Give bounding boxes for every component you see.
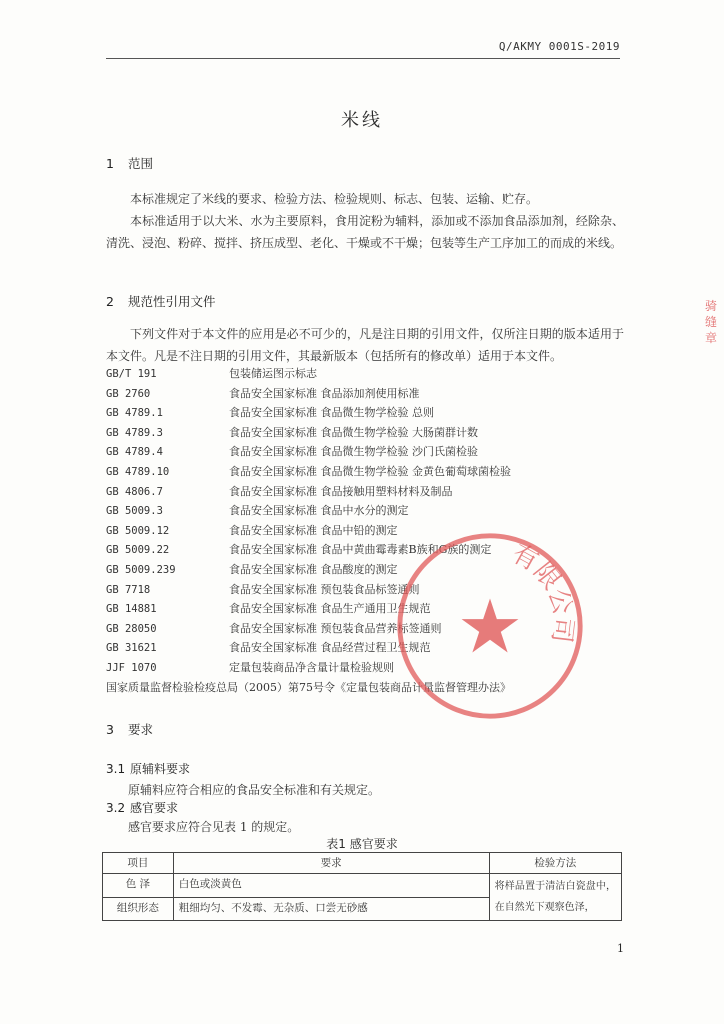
reference-row [106,423,626,443]
reference-code: GB 28050 [106,622,157,635]
table-header-cell: 要求 [173,853,489,874]
reference-title: 食品安全国家标准 食品酸度的测定 [229,562,398,576]
scope-text-2: 本标准适用于以大米、水为主要原料，食用淀粉为辅料，添加或不添加食品添加剂，经除杂、清洗、浸泡、粉碎、搅拌、挤压成型、老化、干燥或不干燥；包装等生产工序加工的而成的米线。 [106,214,624,250]
table-cell-item: 组织形态 [103,897,174,921]
subsection-title: 感官要求 [130,801,179,815]
header-rule [106,58,620,59]
seal-text-path: 有限公司 [506,538,579,645]
reference-row [106,403,626,423]
section-title: 要求 [128,722,154,737]
reference-code: GB 4789.10 [106,465,170,478]
reference-title: 食品安全国家标准 食品添加剂使用标准 [229,386,420,400]
reference-note: 国家质量监督检验检疫总局（2005）第75号令《定量包装商品计量监督管理办法》 [106,680,511,694]
document-title: 米线 [341,110,383,131]
reference-title: 食品安全国家标准 食品微生物学检验 大肠菌群计数 [229,425,478,439]
reference-title: 定量包装商品净含量计量检验规则 [229,660,394,674]
reference-code: GB 7718 [106,583,151,596]
table-header-cell: 项目 [103,853,174,874]
reference-code: GB 4789.3 [106,426,163,439]
reference-code: GB 14881 [106,603,157,616]
table-header-row [103,853,622,874]
subsection-3-2-heading [106,799,178,816]
section-2-heading [106,292,216,310]
table-cell-item: 色 泽 [103,874,174,898]
seal-star-icon [462,599,519,653]
subsection-3-1-text: 原辅料应符合相应的食品安全标准和有关规定。 [128,783,381,797]
references-intro-text: 下列文件对于本文件的应用是必不可少的，凡是注日期的引用文件，仅所注日期的版本适用于本文件。凡是不注日期的引用文件，其最新版本（包括所有的修改单）适用于本文件。 [106,327,624,363]
table-cell-requirement: 白色或淡黄色 [173,874,489,898]
table-row [103,874,622,898]
section-title: 规范性引用文件 [128,294,216,309]
table-caption: 表1 感官要求 [326,837,398,851]
reference-title: 食品安全国家标准 食品中黄曲霉毒素B族和G族的测定 [229,543,492,557]
reference-title: 食品安全国家标准 食品中铅的测定 [229,523,398,537]
section-3-heading [106,720,153,738]
table-cell-method: 将样品置于清洁白瓷盘中，在自然光下观察色泽， [489,874,621,921]
sensory-requirements-table [102,852,622,921]
reference-title: 食品安全国家标准 食品微生物学检验 金黄色葡萄球菌检验 [229,464,511,478]
reference-title: 食品安全国家标准 预包装食品标签通则 [229,582,420,596]
company-seal-stamp [392,528,588,724]
reference-row [106,482,626,502]
scope-paragraph-1 [106,188,624,210]
subsection-number: 3.1 [106,762,126,776]
subsection-3-1-heading [106,760,190,777]
scope-text-1: 本标准规定了米线的要求、检验方法、检验规则、标志、包装、运输、贮存。 [130,192,539,206]
reference-code: GB 2760 [106,387,151,400]
header-code: Q/AKMY 0001S-2019 [498,40,620,53]
reference-code: GB/T 191 [106,368,157,380]
reference-row [106,462,626,482]
reference-code: GB 5009.22 [106,544,170,557]
reference-code: GB 4789.1 [106,407,163,420]
section-number: 3 [106,722,114,737]
scope-paragraph-2 [106,210,624,254]
table-header-cell: 检验方法 [489,853,621,874]
reference-title: 食品安全国家标准 食品中水分的测定 [229,504,409,518]
page-number: 1 [617,942,624,955]
reference-title: 食品安全国家标准 食品接触用塑料材料及制品 [229,484,453,498]
reference-title: 食品安全国家标准 食品生产通用卫生规范 [229,602,431,616]
reference-title: 食品安全国家标准 食品微生物学检验 总则 [229,406,434,420]
reference-code: GB 5009.239 [106,563,176,576]
reference-title: 食品安全国家标准 预包装食品营养标签通则 [229,621,442,635]
section-1-heading [106,154,153,172]
table-cell-requirement: 粗细均匀、不发霉、无杂质、口尝无砂感 [173,897,489,921]
section-title: 范围 [128,156,154,171]
reference-title: 食品安全国家标准 食品微生物学检验 沙门氏菌检验 [229,445,478,459]
section-number: 2 [106,294,114,309]
reference-row [106,364,626,384]
reference-code: GB 4789.4 [106,446,163,459]
section-number: 1 [106,156,114,171]
subsection-number: 3.2 [106,801,126,815]
reference-title: 包装储运图示标志 [229,367,317,380]
reference-row [106,442,626,462]
reference-code: GB 4806.7 [106,485,163,498]
reference-code: GB 31621 [106,642,157,655]
references-intro [106,323,624,367]
reference-code: GB 5009.3 [106,505,163,518]
reference-row [106,501,626,521]
subsection-title: 原辅料要求 [130,762,191,776]
reference-title: 食品安全国家标准 食品经营过程卫生规范 [229,641,431,655]
reference-row [106,384,626,404]
reference-code: GB 5009.12 [106,524,170,537]
side-seam-stamp: 骑缝章 [704,299,717,345]
subsection-3-2-text: 感官要求应符合见表 1 的规定。 [128,820,300,834]
reference-code: JJF 1070 [106,661,157,674]
